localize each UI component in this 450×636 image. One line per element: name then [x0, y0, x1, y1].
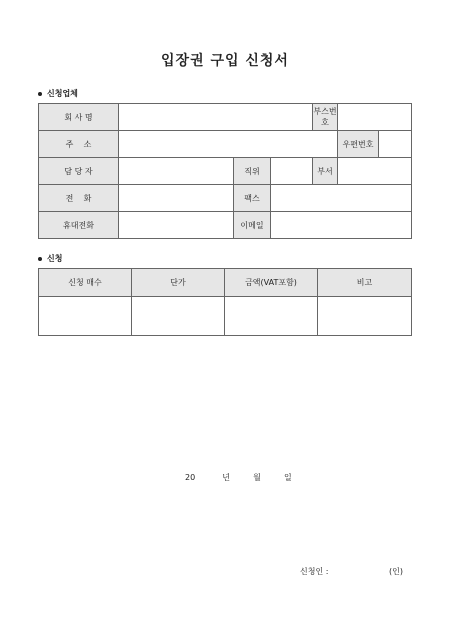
booth-no-label: 부스번호 — [313, 104, 338, 131]
department-field[interactable] — [338, 158, 412, 185]
date-line — [185, 472, 292, 483]
amount-field[interactable] — [225, 297, 318, 336]
fax-field[interactable] — [271, 185, 412, 212]
postal-code-label: 우편번호 — [338, 131, 379, 157]
company-name-field[interactable] — [119, 104, 313, 131]
mobile-field[interactable] — [119, 212, 234, 239]
contact-person-field[interactable] — [119, 158, 234, 185]
company-info-table — [38, 103, 412, 239]
postal-code-field[interactable] — [379, 131, 411, 157]
header-amount: 금액(VAT포함) — [225, 269, 318, 297]
position-label: 직위 — [234, 158, 271, 185]
application-table — [38, 268, 412, 336]
email-label: 이메일 — [234, 212, 271, 239]
header-unit-price: 단가 — [132, 269, 225, 297]
department-label: 부서 — [313, 158, 338, 185]
phone-label: 전 화 — [39, 185, 119, 212]
section-company-label: 신청업체 — [47, 89, 78, 98]
phone-field[interactable] — [119, 185, 234, 212]
booth-no-field[interactable] — [338, 104, 412, 131]
ticket-count-field[interactable] — [39, 297, 132, 336]
address-field[interactable] — [119, 131, 338, 158]
bullet-icon — [38, 257, 42, 261]
section-application-heading — [38, 253, 62, 264]
bullet-icon — [38, 92, 42, 96]
header-ticket-count: 신청 매수 — [39, 269, 132, 297]
seal-label: (인) — [389, 567, 403, 576]
address-label: 주 소 — [39, 131, 119, 158]
postal-code-cell — [338, 131, 412, 158]
remarks-field[interactable] — [318, 297, 412, 336]
date-month-label: 월 — [253, 473, 261, 482]
section-application-label: 신청 — [47, 254, 63, 263]
page-title: 입장권 구입 신청서 — [161, 53, 289, 69]
applicant-label: 신청인 : — [300, 567, 329, 576]
contact-person-label: 담 당 자 — [39, 158, 119, 185]
section-company-heading — [38, 88, 78, 99]
header-remarks: 비고 — [318, 269, 412, 297]
mobile-label: 휴대전화 — [39, 212, 119, 239]
date-year-prefix: 20 — [185, 473, 196, 482]
signature-line — [300, 566, 403, 577]
company-name-label: 회 사 명 — [39, 104, 119, 131]
position-field[interactable] — [271, 158, 313, 185]
email-field[interactable] — [271, 212, 412, 239]
unit-price-field[interactable] — [132, 297, 225, 336]
fax-label: 팩스 — [234, 185, 271, 212]
date-day-label: 일 — [283, 473, 292, 482]
date-year-label: 년 — [222, 473, 231, 482]
